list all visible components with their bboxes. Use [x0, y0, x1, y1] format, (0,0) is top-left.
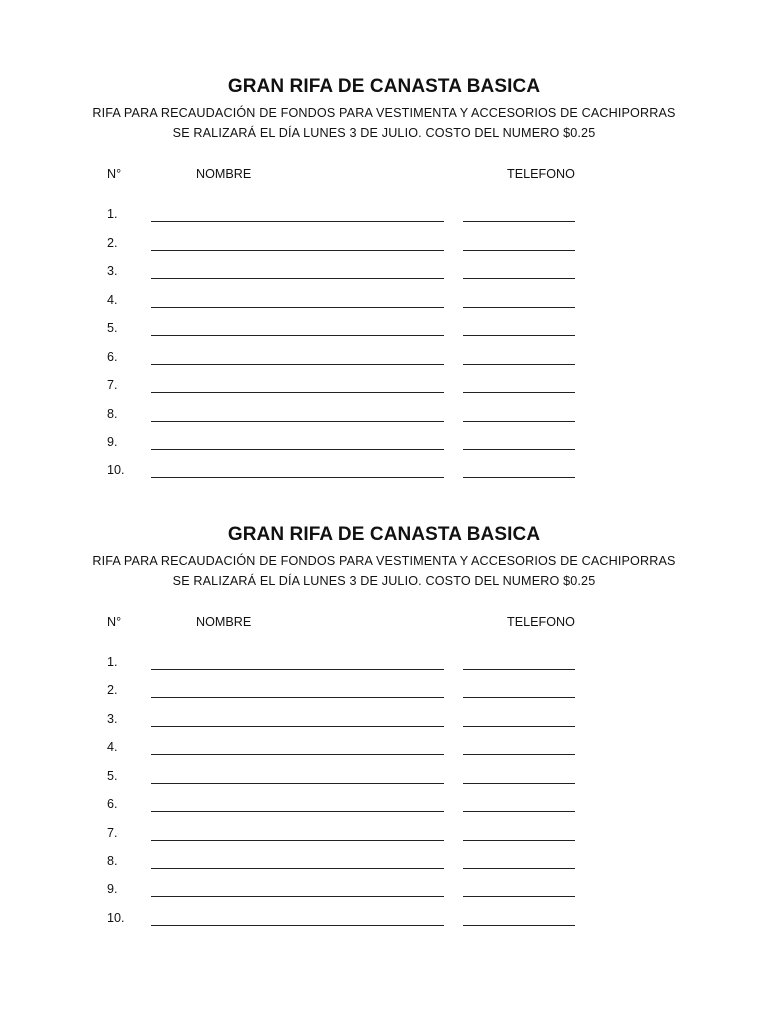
form-title: GRAN RIFA DE CANASTA BASICA — [227, 524, 541, 545]
phone-blank-line — [463, 669, 575, 670]
name-blank-line — [151, 278, 444, 279]
name-blank-line — [151, 925, 444, 926]
table-row — [0, 207, 768, 231]
phone-blank-line — [463, 811, 575, 812]
phone-blank-line — [463, 250, 575, 251]
raffle-form-1 — [0, 0, 768, 477]
form-subtitle-line1: RIFA PARA RECAUDACIÓN DE FONDOS PARA VESTIMENTA Y ACCESORIOS DE CACHIPORRAS — [92, 554, 676, 568]
phone-blank-line — [463, 754, 575, 755]
phone-blank-line — [463, 221, 575, 222]
phone-blank-line — [463, 392, 575, 393]
table-row — [0, 826, 768, 850]
table-row — [0, 740, 768, 764]
name-blank-line — [151, 726, 444, 727]
row-number: 5. — [107, 769, 118, 783]
phone-blank-line — [463, 896, 575, 897]
name-blank-line — [151, 754, 444, 755]
phone-blank-line — [463, 421, 575, 422]
row-number: 1. — [107, 655, 118, 669]
header-number: N° — [107, 167, 122, 181]
table-row — [0, 882, 768, 906]
row-number: 8. — [107, 407, 118, 421]
row-number: 9. — [107, 882, 118, 896]
name-blank-line — [151, 221, 444, 222]
table-row — [0, 236, 768, 260]
form-subtitle-line2: SE RALIZARÁ EL DÍA LUNES 3 DE JULIO. COSTO DEL NUMERO $0.25 — [172, 126, 596, 140]
header-phone: TELEFONO — [507, 615, 575, 629]
table-row — [0, 350, 768, 374]
phone-blank-line — [463, 335, 575, 336]
phone-blank-line — [463, 697, 575, 698]
row-number: 6. — [107, 350, 118, 364]
row-number: 1. — [107, 207, 118, 221]
form-title: GRAN RIFA DE CANASTA BASICA — [227, 76, 541, 97]
name-blank-line — [151, 783, 444, 784]
row-number: 3. — [107, 712, 118, 726]
table-row — [0, 911, 768, 935]
table-row — [0, 378, 768, 402]
row-number: 7. — [107, 378, 118, 392]
phone-blank-line — [463, 925, 575, 926]
phone-blank-line — [463, 868, 575, 869]
phone-blank-line — [463, 364, 575, 365]
row-number: 8. — [107, 854, 118, 868]
row-number: 2. — [107, 683, 118, 697]
name-blank-line — [151, 896, 444, 897]
table-row — [0, 293, 768, 317]
table-row — [0, 264, 768, 288]
name-blank-line — [151, 307, 444, 308]
header-phone: TELEFONO — [507, 167, 575, 181]
name-blank-line — [151, 868, 444, 869]
header-name: NOMBRE — [196, 167, 252, 181]
row-number: 10. — [107, 911, 125, 925]
form-subtitle-line2: SE RALIZARÁ EL DÍA LUNES 3 DE JULIO. COSTO DEL NUMERO $0.25 — [172, 574, 596, 588]
table-row — [0, 712, 768, 736]
raffle-form-2 — [0, 448, 768, 925]
header-number: N° — [107, 615, 122, 629]
table-row — [0, 797, 768, 821]
table-row — [0, 655, 768, 679]
form-subtitle-line1: RIFA PARA RECAUDACIÓN DE FONDOS PARA VESTIMENTA Y ACCESORIOS DE CACHIPORRAS — [92, 106, 676, 120]
table-row — [0, 407, 768, 431]
row-number: 6. — [107, 797, 118, 811]
table-row — [0, 683, 768, 707]
row-number: 4. — [107, 740, 118, 754]
name-blank-line — [151, 811, 444, 812]
name-blank-line — [151, 335, 444, 336]
name-blank-line — [151, 697, 444, 698]
phone-blank-line — [463, 840, 575, 841]
name-blank-line — [151, 364, 444, 365]
row-number: 7. — [107, 826, 118, 840]
row-number: 4. — [107, 293, 118, 307]
table-row — [0, 769, 768, 793]
row-number: 9. — [107, 435, 118, 449]
phone-blank-line — [463, 278, 575, 279]
name-blank-line — [151, 421, 444, 422]
name-blank-line — [151, 250, 444, 251]
table-row — [0, 854, 768, 878]
name-blank-line — [151, 669, 444, 670]
name-blank-line — [151, 840, 444, 841]
phone-blank-line — [463, 783, 575, 784]
row-number: 3. — [107, 264, 118, 278]
row-number: 2. — [107, 236, 118, 250]
phone-blank-line — [463, 726, 575, 727]
header-name: NOMBRE — [196, 615, 252, 629]
row-number: 10. — [107, 463, 125, 477]
row-number: 5. — [107, 321, 118, 335]
table-row — [0, 321, 768, 345]
phone-blank-line — [463, 307, 575, 308]
name-blank-line — [151, 392, 444, 393]
